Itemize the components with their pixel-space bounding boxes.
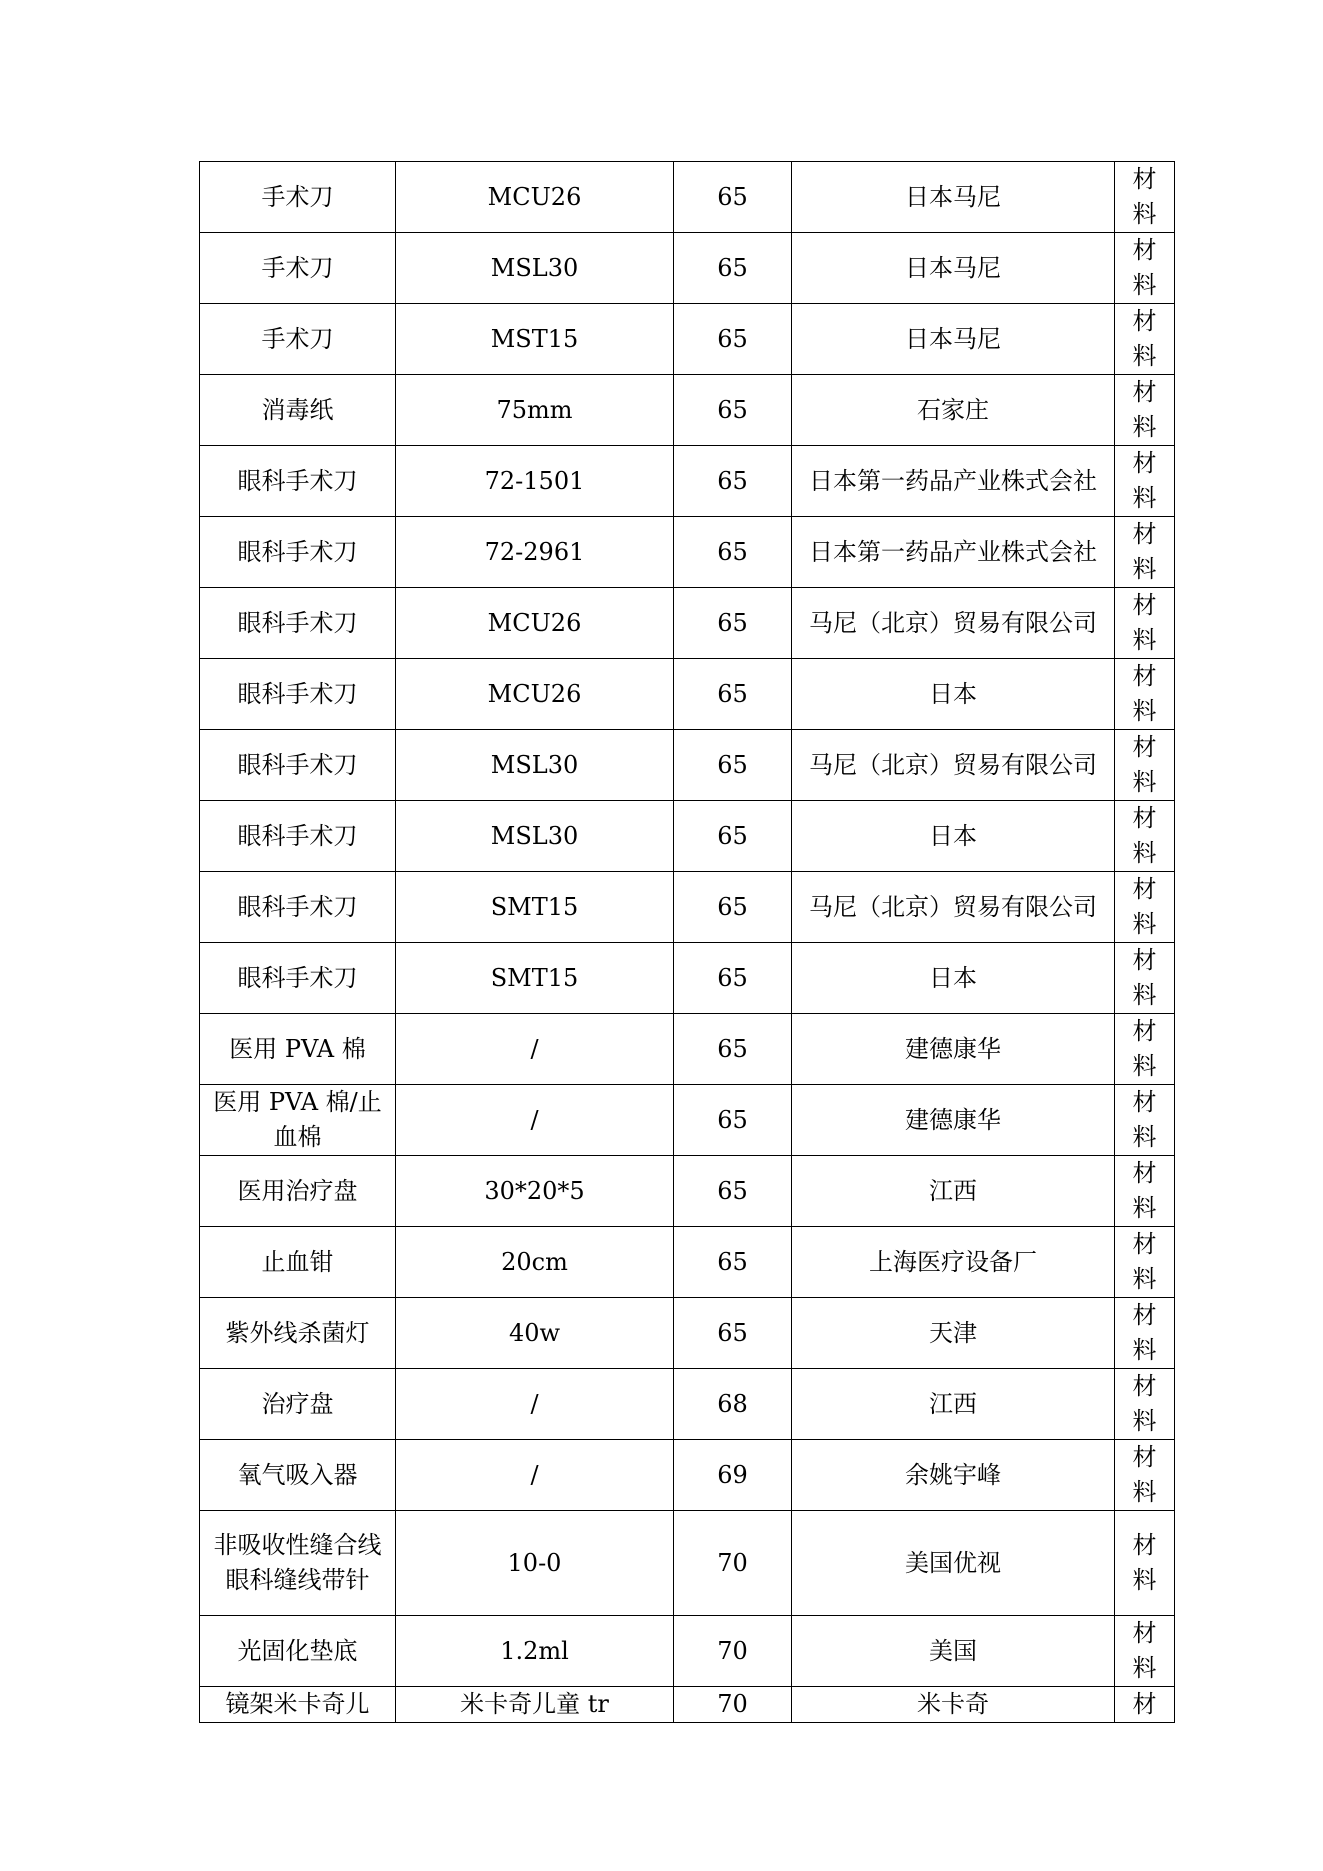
code-cell: 65 [674,233,792,304]
code-cell: 65 [674,446,792,517]
manufacturer-cell: 美国 [792,1616,1115,1687]
type-text: 材料 [1132,1443,1157,1506]
type-text: 材料 [1132,804,1157,867]
manufacturer-cell: 余姚宇峰 [792,1440,1115,1511]
code-cell: 65 [674,375,792,446]
item-name-cell: 眼科手术刀 [200,801,396,872]
manufacturer-cell: 米卡奇 [792,1687,1115,1723]
item-name-cell: 手术刀 [200,162,396,233]
code-cell: 65 [674,872,792,943]
item-name-cell: 眼科手术刀 [200,446,396,517]
type-text: 材料 [1132,307,1157,370]
table-row [200,375,1175,446]
table-row [200,943,1175,1014]
code-cell: 65 [674,162,792,233]
manufacturer-cell: 马尼（北京）贸易有限公司 [792,730,1115,801]
table-row [200,233,1175,304]
type-cell [1115,1511,1175,1616]
manufacturer-cell: 日本第一药品产业株式会社 [792,517,1115,588]
manufacturer-cell: 日本马尼 [792,304,1115,375]
type-cell [1115,801,1175,872]
model-cell: 米卡奇儿童 tr [396,1687,674,1723]
item-name-cell: 医用治疗盘 [200,1156,396,1227]
type-cell [1115,730,1175,801]
table-row [200,730,1175,801]
model-cell: / [396,1014,674,1085]
type-cell [1115,446,1175,517]
type-text: 材料 [1132,236,1157,299]
code-cell: 69 [674,1440,792,1511]
item-name-cell: 眼科手术刀 [200,588,396,659]
code-cell: 65 [674,1227,792,1298]
item-name-cell: 眼科手术刀 [200,659,396,730]
model-cell: / [396,1085,674,1156]
type-text: 材料 [1132,591,1157,654]
table-row [200,1440,1175,1511]
table-row [200,1687,1175,1723]
table-row [200,1511,1175,1616]
item-name-cell: 眼科手术刀 [200,730,396,801]
table-row [200,1298,1175,1369]
manufacturer-cell: 日本马尼 [792,162,1115,233]
code-cell: 70 [674,1687,792,1723]
type-cell [1115,1227,1175,1298]
table-row [200,872,1175,943]
type-text: 材料 [1132,520,1157,583]
type-cell [1115,1156,1175,1227]
manufacturer-cell: 日本第一药品产业株式会社 [792,446,1115,517]
type-text: 材料 [1132,733,1157,796]
code-cell: 65 [674,1156,792,1227]
manufacturer-cell: 江西 [792,1156,1115,1227]
type-text: 材料 [1132,378,1157,441]
table-row [200,801,1175,872]
table-row [200,446,1175,517]
code-cell: 65 [674,1298,792,1369]
model-cell: 20cm [396,1227,674,1298]
table-row [200,1369,1175,1440]
model-cell: MCU26 [396,162,674,233]
code-cell: 65 [674,730,792,801]
type-cell [1115,1687,1175,1723]
table-row [200,1014,1175,1085]
type-cell [1115,375,1175,446]
manufacturer-cell: 马尼（北京）贸易有限公司 [792,872,1115,943]
item-name-cell: 手术刀 [200,304,396,375]
manufacturer-cell: 日本 [792,943,1115,1014]
item-name-cell: 氧气吸入器 [200,1440,396,1511]
type-cell [1115,304,1175,375]
code-cell: 65 [674,517,792,588]
table-row [200,659,1175,730]
model-cell: 10-0 [396,1511,674,1616]
table-row [200,1156,1175,1227]
table-row [200,517,1175,588]
type-cell [1115,1085,1175,1156]
item-name-cell: 医用 PVA 棉 [200,1014,396,1085]
manufacturer-cell: 日本 [792,659,1115,730]
code-cell: 65 [674,1014,792,1085]
model-cell: MSL30 [396,233,674,304]
table-row [200,1227,1175,1298]
type-text: 材料 [1132,1230,1157,1293]
type-cell [1115,1369,1175,1440]
model-cell: / [396,1440,674,1511]
manufacturer-cell: 石家庄 [792,375,1115,446]
item-name-cell: 止血钳 [200,1227,396,1298]
type-text: 材料 [1132,165,1157,228]
item-name-cell: 治疗盘 [200,1369,396,1440]
type-cell [1115,1440,1175,1511]
model-cell: 40w [396,1298,674,1369]
item-name-cell: 眼科手术刀 [200,517,396,588]
type-text: 材料 [1132,1088,1157,1151]
item-name-cell: 光固化垫底 [200,1616,396,1687]
type-cell [1115,588,1175,659]
manufacturer-cell: 日本 [792,801,1115,872]
table-row [200,1085,1175,1156]
manufacturer-cell: 建德康华 [792,1014,1115,1085]
code-cell: 65 [674,659,792,730]
model-cell: MCU26 [396,659,674,730]
type-text: 材料 [1132,875,1157,938]
table-row [200,1616,1175,1687]
model-cell: MSL30 [396,801,674,872]
item-name-cell: 非吸收性缝合线眼科缝线带针 [200,1511,396,1616]
type-text: 材 [1132,1690,1157,1718]
type-cell [1115,1298,1175,1369]
table-row [200,304,1175,375]
item-name-cell: 手术刀 [200,233,396,304]
type-text: 材料 [1132,1372,1157,1435]
type-cell [1115,659,1175,730]
type-text: 材料 [1132,1619,1157,1682]
type-text: 材料 [1132,449,1157,512]
code-cell: 68 [674,1369,792,1440]
manufacturer-cell: 天津 [792,1298,1115,1369]
manufacturer-cell: 美国优视 [792,1511,1115,1616]
materials-table [199,161,1175,1723]
manufacturer-cell: 江西 [792,1369,1115,1440]
item-name-cell: 医用 PVA 棉/止血棉 [200,1085,396,1156]
code-cell: 65 [674,304,792,375]
model-cell: / [396,1369,674,1440]
code-cell: 70 [674,1511,792,1616]
code-cell: 65 [674,943,792,1014]
model-cell: MSL30 [396,730,674,801]
table-row [200,588,1175,659]
code-cell: 65 [674,801,792,872]
code-cell: 65 [674,588,792,659]
manufacturer-cell: 马尼（北京）贸易有限公司 [792,588,1115,659]
table-row [200,162,1175,233]
manufacturer-cell: 建德康华 [792,1085,1115,1156]
model-cell: SMT15 [396,872,674,943]
manufacturer-cell: 上海医疗设备厂 [792,1227,1115,1298]
manufacturer-cell: 日本马尼 [792,233,1115,304]
item-name-cell: 眼科手术刀 [200,943,396,1014]
model-cell: 1.2ml [396,1616,674,1687]
type-cell [1115,233,1175,304]
type-text: 材料 [1132,1159,1157,1222]
code-cell: 65 [674,1085,792,1156]
type-text: 材料 [1132,946,1157,1009]
type-cell [1115,872,1175,943]
model-cell: 30*20*5 [396,1156,674,1227]
model-cell: 75mm [396,375,674,446]
model-cell: SMT15 [396,943,674,1014]
code-cell: 70 [674,1616,792,1687]
type-text: 材料 [1132,1301,1157,1364]
type-text: 材料 [1132,1531,1157,1594]
item-name-cell: 眼科手术刀 [200,872,396,943]
type-cell [1115,1014,1175,1085]
model-cell: MST15 [396,304,674,375]
model-cell: 72-1501 [396,446,674,517]
table-body [200,162,1175,1723]
item-name-cell: 紫外线杀菌灯 [200,1298,396,1369]
type-cell [1115,517,1175,588]
type-text: 材料 [1132,1017,1157,1080]
type-cell [1115,162,1175,233]
model-cell: MCU26 [396,588,674,659]
type-cell [1115,1616,1175,1687]
type-text: 材料 [1132,662,1157,725]
item-name-cell: 镜架米卡奇儿 [200,1687,396,1723]
type-cell [1115,943,1175,1014]
item-name-cell: 消毒纸 [200,375,396,446]
model-cell: 72-2961 [396,517,674,588]
